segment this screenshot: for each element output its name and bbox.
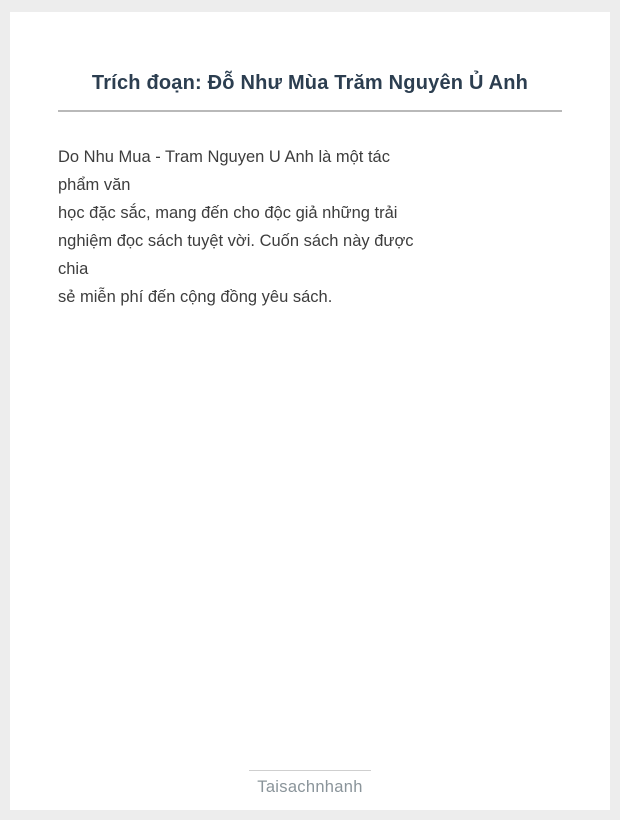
footer-divider xyxy=(249,770,371,771)
excerpt-line: nghiệm đọc sách tuyệt vời. Cuốn sách này được xyxy=(58,232,414,250)
document-card xyxy=(10,12,610,810)
footer-brand: Taisachnhanh xyxy=(257,778,363,796)
page-title: Trích đoạn: Đỗ Như Mùa Trăm Nguyên Ủ Anh xyxy=(91,72,529,94)
title-divider xyxy=(58,110,562,112)
excerpt-line: chia xyxy=(58,260,89,278)
excerpt-line: Do Nhu Mua - Tram Nguyen U Anh là một tác xyxy=(58,148,390,166)
excerpt-paragraph xyxy=(58,143,562,311)
excerpt-line: sẻ miễn phí đến cộng đồng yêu sách. xyxy=(58,288,333,306)
excerpt-line: phẩm văn xyxy=(58,176,131,194)
excerpt-line: học đặc sắc, mang đến cho độc giả những trải xyxy=(58,204,398,222)
page-footer xyxy=(10,770,610,797)
